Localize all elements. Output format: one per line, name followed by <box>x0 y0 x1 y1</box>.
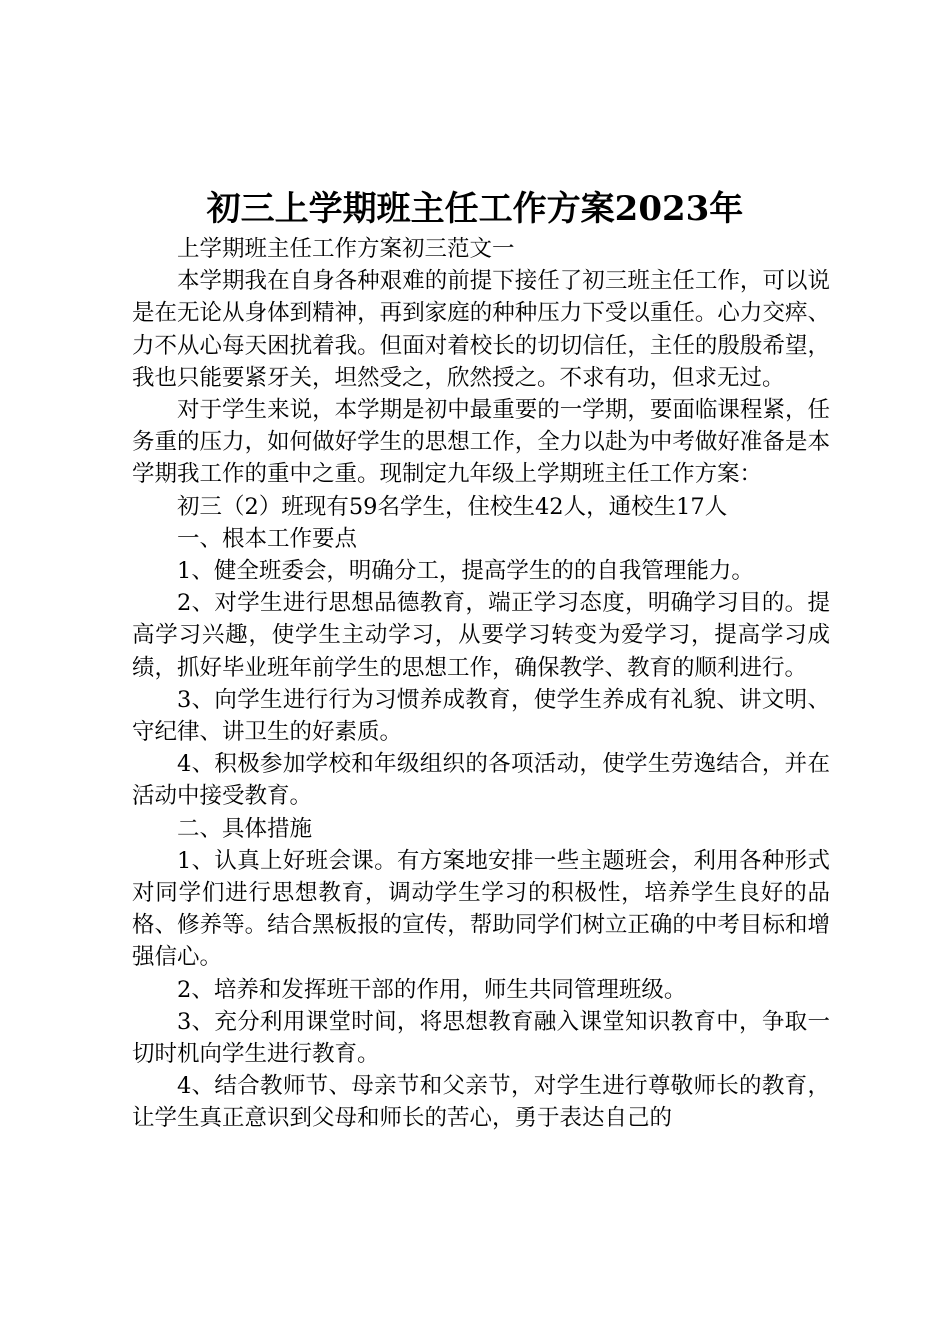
paragraph-semester-importance: 对于学生来说，本学期是初中最重要的一学期，要面临课程紧，任务重的压力，如何做好学生的思想工作，全力以赴为中考做好准备是本学期我工作的重中之重。现制定九年级上学期班主任工作方案： <box>132 397 830 488</box>
paragraph-background: 本学期我在自身各种艰难的前提下接任了初三班主任工作，可以说是在无论从身体到精神，再到家庭的种种压力下受以重任。心力交瘁、力不从心每天困扰着我。但面对着校长的切切信任，主任的殷殷希望，我也只能要紧牙关，坦然受之，欣然授之。不求有功，但求无过。 <box>132 268 830 391</box>
document-title: 初三上学期班主任工作方案2023年 <box>206 189 744 229</box>
list-item-key-point-4: 4、积极参加学校和年级组织的各项活动，使学生劳逸结合，并在活动中接受教育。 <box>132 751 830 810</box>
section-heading-key-points: 一、根本工作要点 <box>177 525 358 552</box>
list-item-measure-3: 3、充分利用课堂时间，将思想教育融入课堂知识教育中，争取一切时机向学生进行教育。 <box>132 1008 830 1068</box>
document-body <box>132 233 830 1135</box>
list-item-key-point-3: 3、向学生进行行为习惯养成教育，使学生养成有礼貌、讲文明、守纪律、讲卫生的好素质。 <box>132 686 830 746</box>
list-item-measure-4: 4、结合教师节、母亲节和父亲节，对学生进行尊敬师长的教育，让学生真正意识到父母和师长的苦心，勇于表达自己的 <box>132 1073 830 1132</box>
paragraph-intro-heading: 上学期班主任工作方案初三范文一 <box>177 236 515 262</box>
list-item-key-point-2: 2、对学生进行思想品德教育，端正学习态度，明确学习目的。提高学习兴趣，使学生主动学习，从要学习转变为爱学习，提高学习成绩，抓好毕业班年前学生的思想工作，确保教学、教育的顺利进行。 <box>132 590 830 681</box>
list-item-measure-2: 2、培养和发挥班干部的作用，师生共同管理班级。 <box>177 976 687 1003</box>
list-item-measure-1: 1、认真上好班会课。有方案地安排一些主题班会，利用各种形式对同学们进行思想教育，调动学生学习的积极性，培养学生良好的品格、修养等。结合黑板报的宣传，帮助同学们树立正确的中考目标和增强信心。 <box>132 847 830 971</box>
section-heading-measures: 二、具体措施 <box>177 815 313 842</box>
paragraph-class-stats: 初三（2）班现有59名学生，住校生42人，通校生17人 <box>177 493 728 520</box>
list-item-key-point-1: 1、健全班委会，明确分工，提高学生的的自我管理能力。 <box>177 558 754 585</box>
